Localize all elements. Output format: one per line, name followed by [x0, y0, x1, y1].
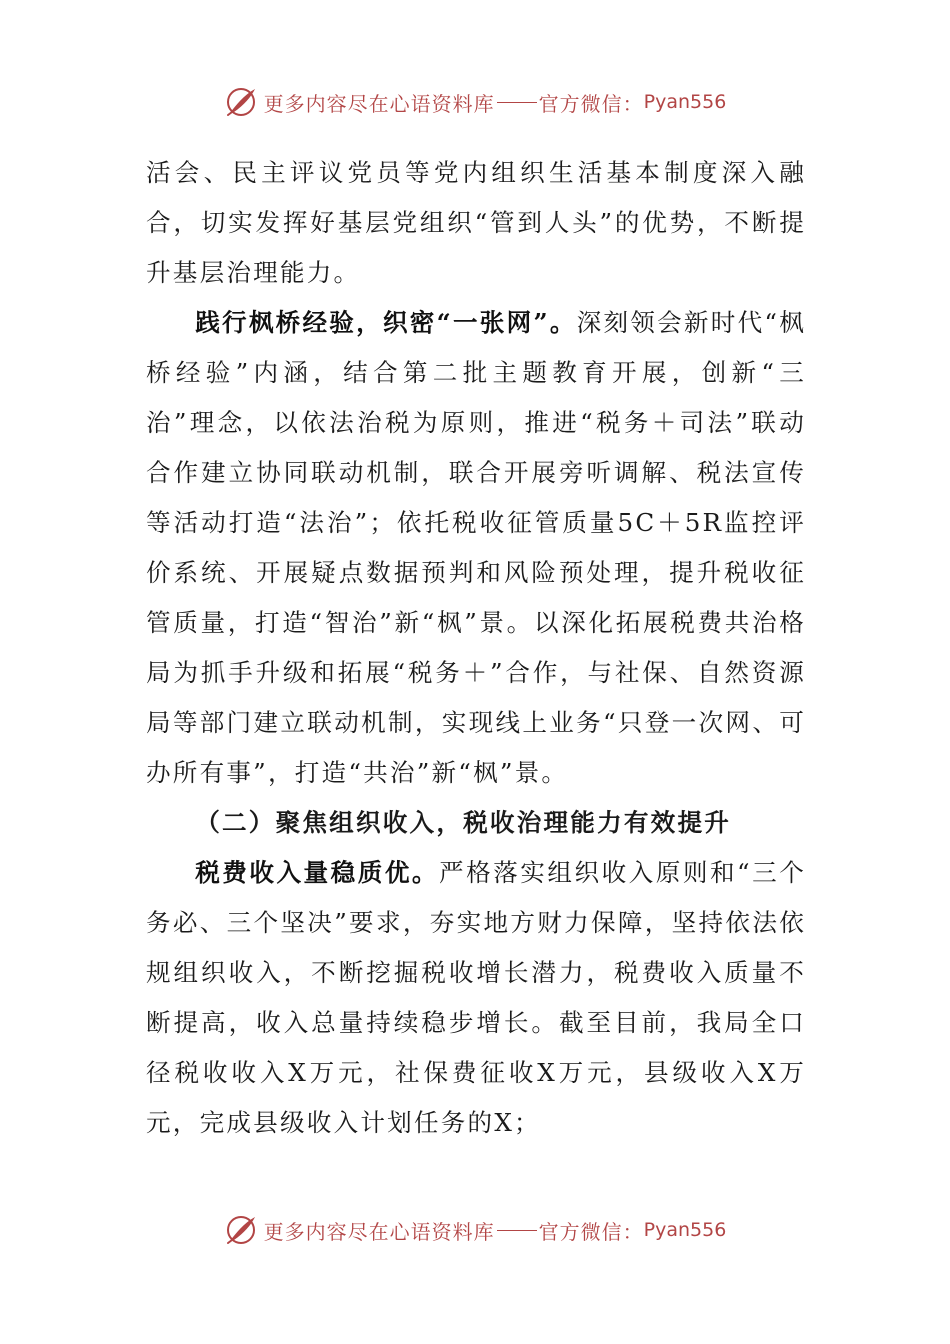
- footer-watermark-banner: [0, 1210, 950, 1250]
- feather-pen-logo-icon: [224, 85, 258, 119]
- banner-wechat-id: Pyan556: [643, 1219, 727, 1241]
- paragraph-revenue: [146, 848, 806, 1148]
- paragraph-fengqiao: [146, 298, 806, 798]
- paragraph-continued: 活会、民主评议党员等党内组织生活基本制度深入融合，切实发挥好基层党组织“管到人头”的优势，不断提升基层治理能力。: [146, 158, 806, 287]
- banner-official: 官方微信：: [538, 91, 644, 116]
- banner-text: 更多内容尽在心语资料库: [263, 1219, 495, 1244]
- paragraph-lead-revenue: 税费收入量稳质优。: [195, 858, 440, 887]
- banner-official: 官方微信：: [538, 1219, 644, 1244]
- banner-dash: [497, 102, 537, 103]
- paragraph-body-revenue: 严格落实组织收入原则和“三个务必、三个坚决”要求，夯实地方财力保障，坚持依法依规组织收入，不断挖掘税收增长潜力，税费收入质量不断提高，收入总量持续稳步增长。截至目前，我局全口径税收收入X万元，社保费征收X万元，县级收入X万元，完成县级收入计划任务的X；: [146, 858, 807, 1137]
- document-body: [146, 148, 806, 1148]
- paragraph-body-fengqiao: 深刻领会新时代“枫桥经验”内涵，结合第二批主题教育开展，创新“三治”理念，以依法治税为原则，推进“税务＋司法”联动合作建立协同联动机制，联合开展旁听调解、税法宣传等活动打造“法治”；依托税收征管质量5C＋5R监控评价系统、开展疑点数据预判和风险预处理，提升税收征管质量，打造“智治”新“枫”景。以深化拓展税费共治格局为抓手升级和拓展“税务＋”合作，与社保、自然资源局等部门建立联动机制，实现线上业务“只登一次网、可办所有事”，打造“共治”新“枫”景。: [146, 308, 806, 787]
- banner-text: 更多内容尽在心语资料库: [263, 91, 495, 116]
- section-heading: （二）聚焦组织收入，税收治理能力有效提升: [195, 808, 732, 837]
- banner-dash: [497, 1230, 537, 1231]
- feather-pen-logo-icon: [224, 1213, 258, 1247]
- paragraph-lead-fengqiao: 践行枫桥经验，织密“一张网”。: [195, 308, 577, 337]
- header-watermark-banner: [0, 82, 950, 122]
- banner-wechat-id: Pyan556: [643, 91, 727, 113]
